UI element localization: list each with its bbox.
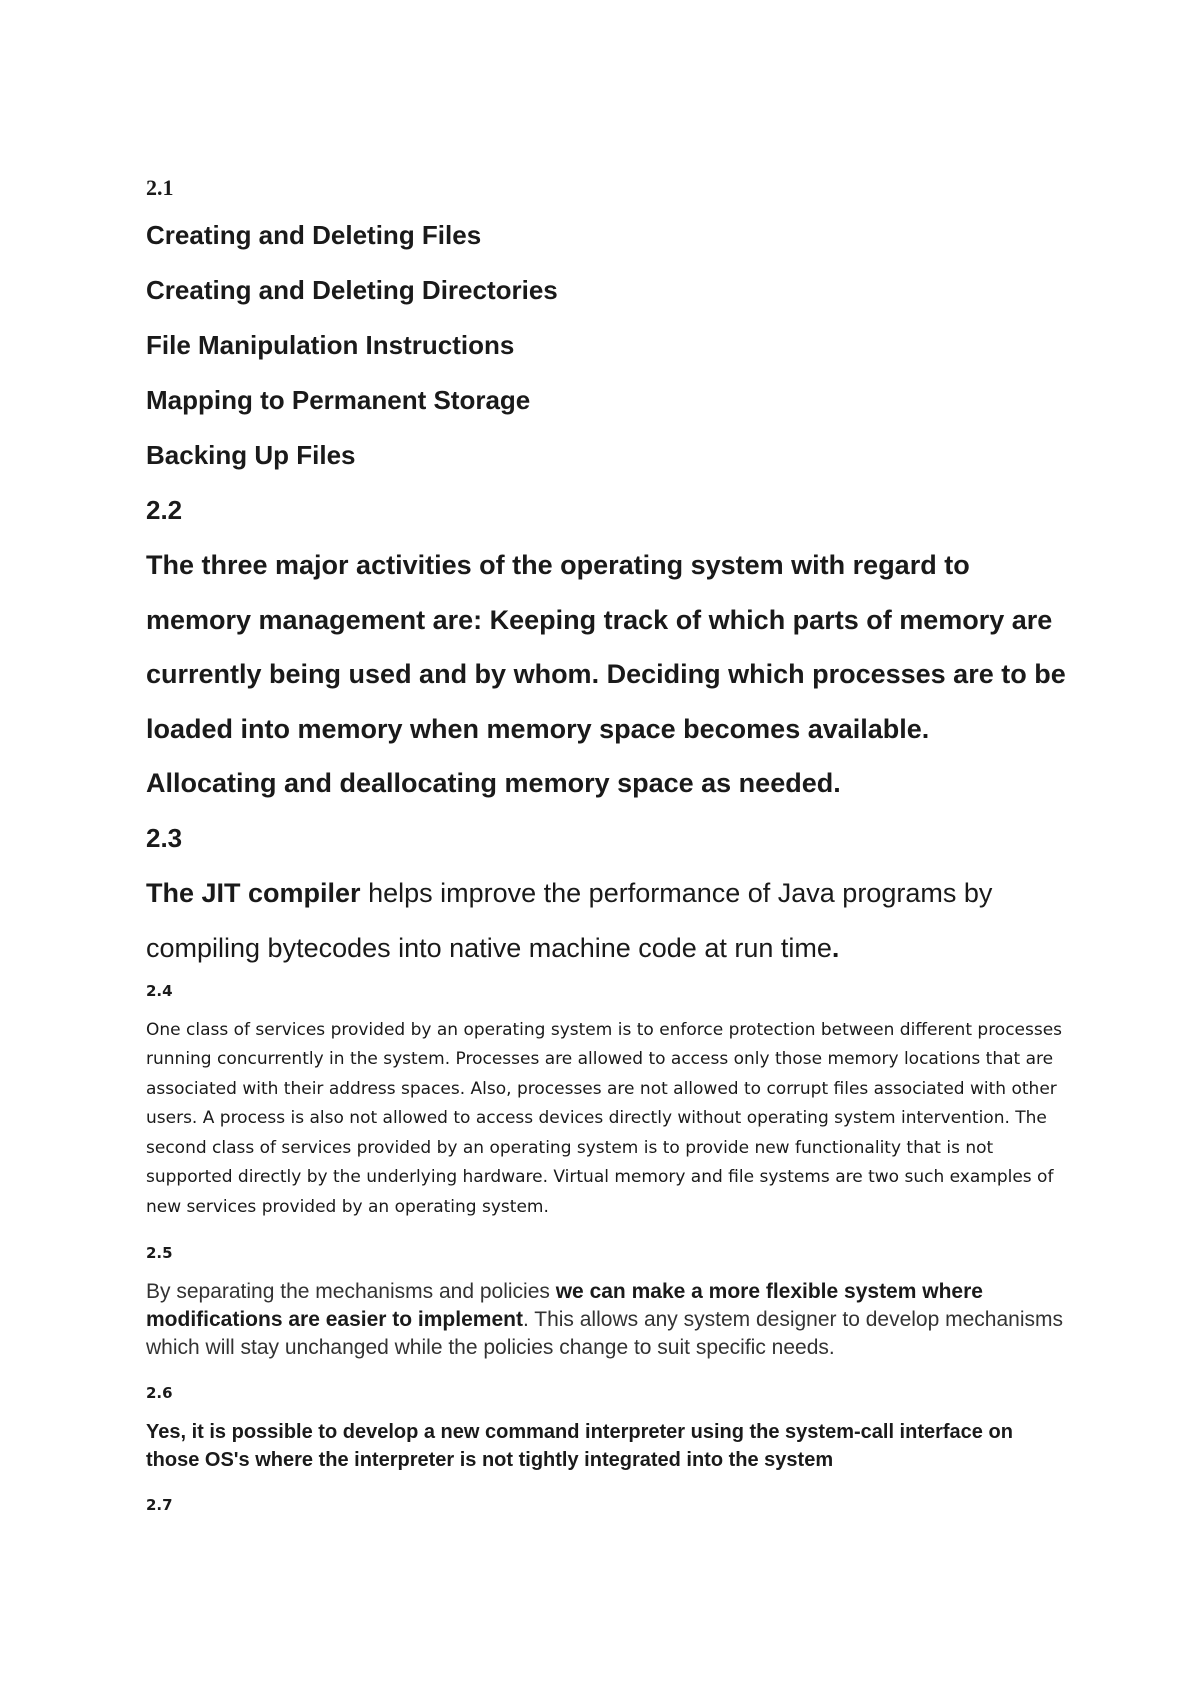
jit-period: .: [831, 932, 840, 963]
designer-text: . This allows any system designer to develop mechanisms which will stay unchanged while the policies change to suit specific needs.: [146, 1308, 1063, 1359]
section-2-3-number: 2.3: [146, 822, 183, 853]
section-2-4-number: 2.4: [146, 981, 173, 1000]
section-2-2-number: 2.2: [146, 495, 183, 525]
mechanisms-text: By separating the mechanisms and policies: [146, 1280, 556, 1303]
section-2-4-text: One class of services provided by an operating system is to enforce protection between different processes running concurrently in the system. Processes are allowed to access only those memory locations that are associated with their address spaces. Also, processes are not allowed to corrupt files associated with other users. A process is also not allowed to access devices directly without operating system intervention. The second class of services provided by an operating system is to provide new functionality that is not supported directly by the underlying hardware. Virtual memory and file systems are two such examples of new services provided by an operating system.: [146, 1019, 1063, 1217]
list-item: Mapping to Permanent Storage: [146, 385, 531, 415]
flexible-system-bold: we can make a more flexible system where modifications are easier to implement: [146, 1280, 983, 1331]
section-2-5-number: 2.5: [146, 1244, 173, 1262]
section-2-3-text: [146, 866, 1066, 976]
section-2-1-number: 2.1: [146, 175, 174, 200]
list-item: Creating and Deleting Files: [146, 220, 482, 250]
section-2-5-text: [146, 1278, 1066, 1362]
section-2-6-number: 2.6: [146, 1384, 173, 1402]
jit-text: helps improve the performance of Java programs by compiling bytecodes into native machine code at run time: [146, 877, 993, 963]
jit-compiler-bold: The JIT compiler: [146, 877, 361, 908]
list-item: Creating and Deleting Directories: [146, 275, 558, 305]
list-item: Backing Up Files: [146, 440, 356, 470]
list-item: File Manipulation Instructions: [146, 330, 515, 360]
section-2-6-text: Yes, it is possible to develop a new command interpreter using the system-call interface on those OS's where the interpreter is not tightly integrated into the system: [146, 1421, 1013, 1471]
section-2-7-number: 2.7: [146, 1496, 173, 1514]
page-content: [146, 168, 1066, 1516]
section-2-2-text: The three major activities of the operating system with regard to memory management are: Keeping track of which parts of memory are currently being used and by whom. Deciding which processes are to be loaded into memory when memory space becomes available. Allocating and deallocating memory space as needed.: [146, 550, 1066, 798]
